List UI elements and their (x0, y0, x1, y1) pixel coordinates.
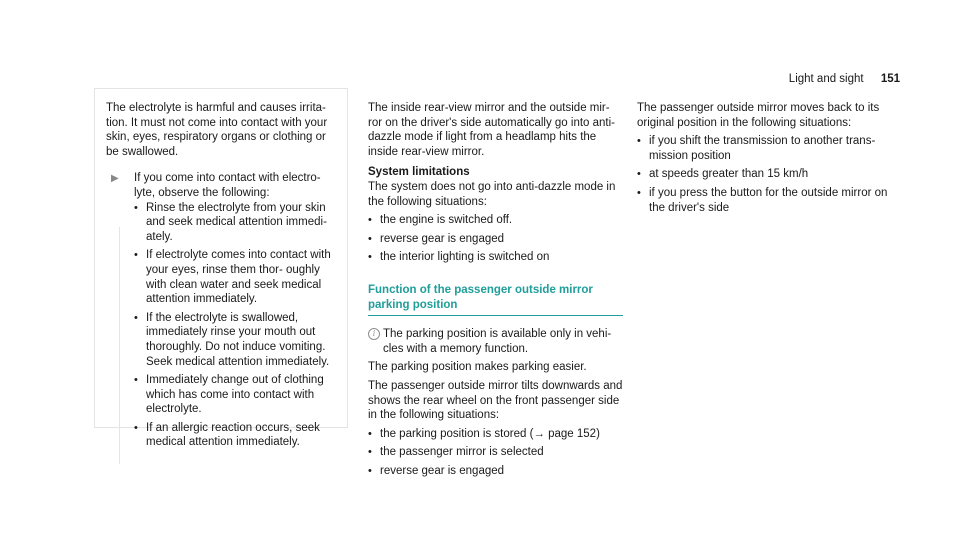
section-heading (368, 283, 623, 316)
heading-line-2: parking position (368, 298, 458, 311)
list-item (368, 427, 623, 442)
warning-intro: The electrolyte is harmful and causes irrita- tion. It must not come into contact with your skin, eyes, respiratory organs or clothing or be swallowed. (106, 102, 328, 158)
list-item: • If an allergic reaction occurs, seek medical attention immediately. (134, 421, 341, 450)
info-icon: i (368, 328, 380, 340)
list-item: • If the electrolyte is swallowed, immediately rinse your mouth out thoroughly. Do not induce vomiting. Seek medical attention immediately. (134, 311, 341, 369)
stored-position-link[interactable]: the parking position is stored (→ page 152) (380, 427, 600, 440)
page-number: 151 (880, 73, 900, 85)
column-1 (106, 101, 341, 450)
list-item: • reverse gear is engaged (368, 464, 623, 479)
list-item: • the interior lighting is switched on (368, 250, 623, 265)
heading-line-1: Function of the passenger outside mirror (368, 283, 593, 296)
list-item: • the engine is switched off. (368, 213, 623, 228)
instruction-text: If you come into contact with electro- lyte, observe the following: (134, 172, 321, 199)
limitations-title: System limitations (368, 166, 470, 179)
list-item: • the passenger mirror is selected (368, 445, 623, 460)
paragraph: The parking position makes parking easier. (368, 361, 587, 374)
limitations-list (368, 213, 623, 265)
list-item: • at speeds greater than 15 km/h (637, 167, 892, 182)
triangle-arrow-icon: ▶ (111, 173, 119, 185)
list-item: • reverse gear is engaged (368, 232, 623, 247)
situations-list (368, 427, 623, 479)
instruction-list (134, 201, 341, 451)
warning-instruction-block (106, 171, 341, 450)
return-list (637, 134, 892, 215)
list-item: • if you shift the transmission to another trans- mission position (637, 134, 892, 163)
page-header (600, 72, 900, 87)
section-title: Light and sight (788, 73, 864, 85)
info-note (368, 327, 623, 356)
list-item: • Immediately change out of clothing which has come into contact with electrolyte. (134, 373, 341, 417)
note-text: The parking position is available only in vehi- cles with a memory function. (383, 328, 612, 355)
paragraph: The passenger outside mirror tilts downwards and shows the rear wheel on the front passenger side in the following situations: (368, 379, 623, 422)
instruction-divider (119, 227, 120, 464)
anti-dazzle-intro: The inside rear-view mirror and the outside mir- ror on the driver's side automatically go into anti-dazzle mode if light from a headlamp hits the inside rear-view mirror. (368, 102, 616, 158)
column-3 (637, 101, 892, 215)
limitations-text: The system does not go into anti-dazzle mode in the following situations: (368, 180, 616, 208)
list-item: • if you press the button for the outside mirror on the driver's side (637, 186, 892, 215)
list-item: • Rinse the electrolyte from your skin and seek medical attention immedi- ately. (134, 201, 341, 245)
column-2 (368, 101, 623, 478)
return-intro: The passenger outside mirror moves back to its original position in the following situations: (637, 102, 880, 129)
list-item: • If electrolyte comes into contact with your eyes, rinse them thor- oughly with clean water and seek medical attention immediately. (134, 248, 341, 306)
